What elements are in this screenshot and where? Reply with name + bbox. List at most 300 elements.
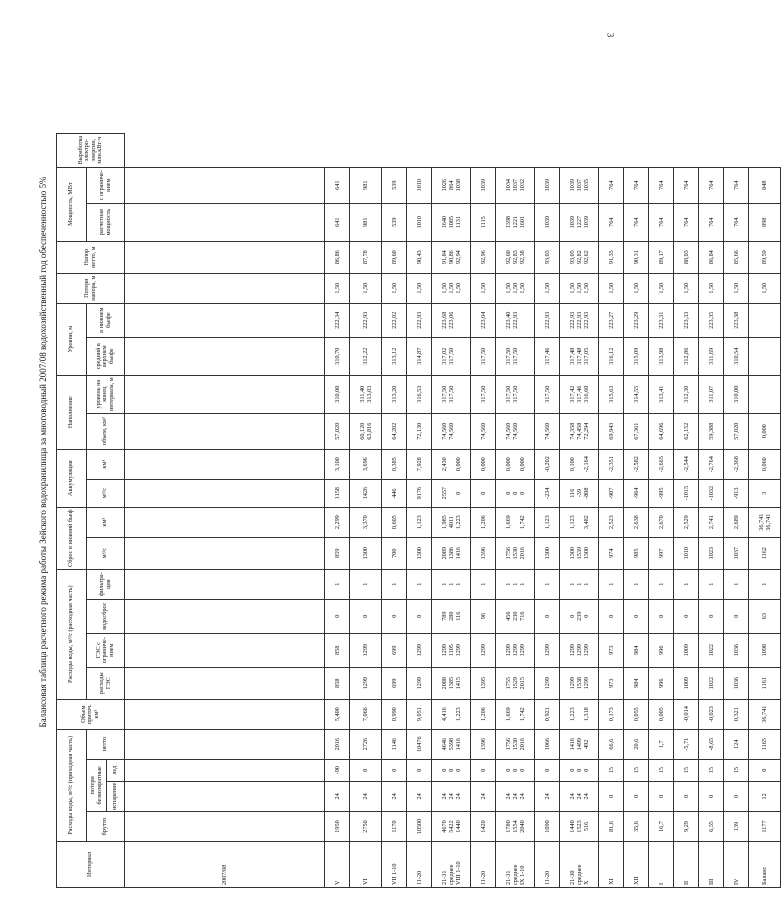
value-line: 1038: [454, 178, 462, 192]
value-line: 222,93: [511, 311, 519, 329]
value-cell: [749, 667, 781, 699]
header-upper-pool: средний в верхнем бьефе: [87, 337, 125, 375]
interval-line: 11-20: [415, 870, 423, 885]
value-line: 91,35: [607, 250, 615, 265]
value-line: -2,351: [607, 456, 615, 473]
value-line: 716: [518, 611, 526, 621]
value-line: 1,206: [479, 515, 487, 530]
value-line: 92,38: [518, 250, 526, 265]
value-line: -2,164: [582, 456, 590, 473]
value-line: 1036: [732, 676, 740, 690]
value-cell: [432, 337, 471, 375]
value-line: 317,50: [447, 385, 455, 403]
value-cell: [699, 599, 724, 633]
value-cell: [325, 413, 350, 449]
value-cell: [535, 699, 560, 729]
value-line: 1165: [761, 738, 768, 751]
interval-line: VIII 1-10: [454, 861, 462, 885]
value-cell: [350, 241, 382, 273]
value-cell: [350, 273, 382, 303]
value-cell: [699, 537, 724, 569]
value-line: 641: [333, 217, 341, 227]
value-cell: [407, 273, 432, 303]
value-line: 539: [390, 217, 398, 227]
value-cell: [471, 537, 496, 569]
value-cell: [496, 699, 535, 729]
value-cell: [325, 241, 350, 273]
table-row: [350, 133, 382, 887]
value-cell: [325, 337, 350, 375]
value-line: 1756: [504, 737, 512, 751]
value-cell: [649, 729, 674, 759]
value-cell: [599, 781, 624, 811]
value-line: 1299: [454, 643, 462, 657]
value-cell: [724, 449, 749, 479]
value-line: [211, 813, 218, 840]
value-line: 15: [632, 767, 640, 774]
value-line: 222,93: [575, 311, 583, 329]
value-line: 24: [440, 793, 448, 800]
header-spillway: водосброс: [87, 599, 125, 633]
value-line: 0: [543, 768, 551, 772]
value-line: 316,53: [415, 385, 423, 403]
value-line: 139: [732, 821, 740, 832]
value-cell: [325, 781, 350, 811]
value-line: 1: [582, 582, 590, 586]
value-line: 24: [447, 793, 455, 800]
value-cell: [599, 273, 624, 303]
value-line: 96: [479, 613, 487, 620]
value-line: 1,50: [518, 282, 526, 294]
value-cell: [535, 599, 560, 633]
value-cell: [599, 413, 624, 449]
value-cell: [125, 413, 325, 449]
value-cell: [125, 699, 325, 729]
value-cell: [674, 537, 699, 569]
value-line: 2016: [518, 737, 526, 751]
table-row: [496, 133, 535, 887]
value-line: 317,50: [504, 347, 512, 365]
value-line: 310,00: [732, 385, 740, 403]
value-cell: [125, 203, 325, 241]
interval-line: 21-31: [440, 870, 448, 885]
value-line: 74,560: [504, 422, 512, 440]
value-cell: [599, 507, 624, 537]
value-cell: [560, 729, 599, 759]
value-line: 15: [707, 767, 715, 774]
value-line: 0,000: [761, 424, 768, 439]
value-line: 15: [682, 767, 690, 774]
value-line: 0: [333, 614, 341, 618]
value-cell: [350, 479, 382, 507]
value-cell: [350, 375, 382, 413]
value-line: 24: [568, 793, 576, 800]
value-line: [246, 813, 253, 840]
value-line: 764: [732, 180, 740, 190]
value-line: 74,560: [479, 422, 487, 440]
interval-line: I: [657, 882, 665, 885]
value-cell: [382, 479, 407, 507]
value-line: 3,482: [582, 515, 590, 530]
value-cell: [125, 449, 325, 479]
value-cell: [560, 569, 599, 599]
value-cell: [432, 781, 471, 811]
value-cell: [674, 273, 699, 303]
value-cell: [471, 759, 496, 781]
value-line: 36,741: [757, 513, 765, 531]
value-line: 1640: [440, 215, 448, 229]
value-line: 1950: [333, 820, 341, 833]
value-cell: [350, 203, 382, 241]
value-line: -8,65: [707, 737, 715, 751]
interval-cell: [125, 842, 325, 888]
value-line: [253, 813, 260, 840]
value-line: 0: [454, 768, 462, 772]
value-cell: [496, 303, 535, 337]
value-cell: [624, 273, 649, 303]
value-line: 64,696: [657, 422, 665, 440]
value-line: 0: [657, 794, 665, 798]
value-cell: [560, 633, 599, 667]
value-cell: [674, 375, 699, 413]
value-line: 0: [518, 491, 526, 495]
value-cell: [382, 699, 407, 729]
value-cell: [699, 449, 724, 479]
value-line: 1177: [761, 820, 768, 833]
value-cell: [749, 303, 781, 337]
value-line: 2750: [362, 820, 369, 833]
value-cell: [749, 479, 781, 507]
value-line: 1530: [511, 737, 519, 751]
value-cell: [350, 167, 382, 203]
value-line: 1039: [543, 215, 551, 229]
value-cell: [325, 273, 350, 303]
value-line: 3,696: [362, 457, 369, 472]
value-line: 1009: [682, 643, 690, 657]
value-line: 4,416: [440, 707, 448, 722]
value-cell: [560, 337, 599, 375]
value-line: 3,100: [333, 457, 341, 472]
value-line: 0: [479, 768, 487, 772]
value-cell: [749, 337, 781, 375]
value-cell: [599, 167, 624, 203]
value-line: 89,17: [657, 250, 665, 265]
value-line: 516: [582, 821, 590, 832]
value-cell: [125, 273, 325, 303]
value-line: 314,87: [415, 347, 423, 365]
value-line: 20,6: [632, 738, 640, 750]
value-line: 1039: [568, 215, 576, 229]
value-cell: [560, 599, 599, 633]
value-line: [134, 813, 141, 840]
value-line: 1,123: [415, 515, 423, 530]
value-cell: [496, 633, 535, 667]
value-line: 0: [707, 614, 715, 618]
value-line: 1: [682, 582, 690, 586]
value-line: 0: [504, 768, 512, 772]
rotated-content: [34, 12, 772, 892]
value-cell: [432, 449, 471, 479]
value-cell: [325, 303, 350, 337]
value-cell: [674, 203, 699, 241]
value-cell: [325, 729, 350, 759]
value-line: [512, 451, 519, 478]
value-line: 24: [504, 793, 512, 800]
value-cell: [496, 812, 535, 842]
value-cell: [471, 449, 496, 479]
value-line: 1299: [568, 676, 576, 690]
value-cell: [432, 241, 471, 273]
value-cell: [382, 203, 407, 241]
value-cell: [350, 537, 382, 569]
value-cell: [496, 569, 535, 599]
value-cell: [649, 633, 674, 667]
value-line: 5,400: [333, 707, 341, 722]
value-line: 1,7: [657, 740, 665, 749]
value-cell: [624, 375, 649, 413]
value-line: 456: [504, 611, 512, 621]
value-cell: [350, 633, 382, 667]
value-line: 1039: [543, 178, 551, 192]
value-cell: [382, 167, 407, 203]
header-interval: Интервал: [57, 842, 125, 888]
value-cell: [749, 449, 781, 479]
value-line: -39: [575, 489, 583, 498]
value-line: 6,35: [707, 821, 715, 832]
value-line: 1022: [707, 676, 715, 690]
value-line: 0: [632, 614, 640, 618]
value-cell: [674, 167, 699, 203]
value-cell: [724, 337, 749, 375]
value-cell: [649, 599, 674, 633]
value-line: 0: [682, 614, 690, 618]
value-cell: [382, 413, 407, 449]
value-cell: [496, 337, 535, 375]
value-line: 90,31: [632, 250, 640, 265]
value-cell: [325, 699, 350, 729]
value-line: 764: [707, 180, 715, 190]
value-line: 2,523: [607, 515, 615, 530]
value-line: 1,50: [504, 282, 512, 294]
value-cell: [407, 479, 432, 507]
value-line: -0,202: [543, 456, 551, 473]
value-cell: [649, 759, 674, 781]
interval-cell: [496, 842, 535, 888]
value-line: 2040: [518, 820, 526, 833]
value-line: 1010: [415, 178, 423, 192]
value-line: 310,00: [333, 385, 341, 403]
value-line: 1529: [511, 676, 519, 690]
value-line: 1: [518, 582, 526, 586]
value-line: 1299: [479, 643, 487, 657]
value-line: 24: [415, 793, 423, 800]
interval-cell: [432, 842, 471, 888]
value-line: 92,94: [454, 250, 462, 265]
value-line: 223,40: [504, 311, 512, 329]
value-cell: [535, 759, 560, 781]
value-cell: [125, 303, 325, 337]
value-cell: [599, 633, 624, 667]
value-line: 764: [732, 217, 740, 227]
header-fill-volume: объем, км³: [87, 413, 125, 449]
value-line: 1299: [518, 643, 526, 657]
value-cell: [432, 507, 471, 537]
value-cell: [471, 633, 496, 667]
value-cell: [382, 303, 407, 337]
value-cell: [749, 375, 781, 413]
value-cell: [382, 273, 407, 303]
value-line: 1158: [333, 487, 341, 500]
table-row: [535, 133, 560, 887]
value-line: 699: [390, 678, 398, 688]
value-line: 1416: [454, 546, 462, 560]
value-line: -808: [582, 487, 590, 499]
value-line: 9,29: [682, 821, 690, 832]
balance-table-wrapper: [56, 133, 781, 888]
value-line: 313,20: [390, 385, 398, 403]
value-line: 1,50: [732, 282, 740, 294]
value-cell: [624, 303, 649, 337]
value-line: [309, 813, 316, 840]
value-line: 223,38: [732, 311, 740, 329]
value-line: 92,83: [511, 250, 519, 265]
value-cell: [560, 812, 599, 842]
value-line: [519, 305, 526, 336]
value-cell: [496, 375, 535, 413]
value-line: 59,388: [707, 422, 715, 440]
value-cell: [724, 633, 749, 667]
value-cell: [407, 303, 432, 337]
value-cell: [674, 729, 699, 759]
value-cell: [724, 273, 749, 303]
interval-cell: [649, 842, 674, 888]
value-line: 87,78: [362, 250, 369, 265]
value-line: 239: [575, 611, 583, 621]
value-line: [155, 813, 162, 840]
value-cell: [724, 479, 749, 507]
header-discharge-m3s: м³/с: [87, 537, 125, 569]
header-volume: Объем приточ. км³: [57, 699, 125, 729]
interval-cell: [624, 842, 649, 888]
value-line: 2,741: [707, 515, 715, 530]
value-line: 10476: [415, 736, 423, 752]
value-line: -913: [732, 487, 740, 499]
value-line: 1115: [479, 216, 487, 229]
value-line: 89,59: [761, 250, 768, 265]
value-line: 700: [390, 548, 398, 558]
value-line: 981: [362, 217, 369, 227]
value-line: 1,50: [333, 282, 341, 294]
value-line: [761, 377, 768, 412]
value-cell: [350, 337, 382, 375]
value-line: -5,71: [682, 737, 690, 751]
value-cell: [560, 759, 599, 781]
value-cell: [749, 759, 781, 781]
value-line: [576, 451, 583, 478]
value-cell: [407, 241, 432, 273]
value-cell: [432, 303, 471, 337]
value-line: [576, 509, 583, 536]
value-cell: [649, 241, 674, 273]
value-line: 223,27: [607, 311, 615, 329]
value-line: 1,50: [575, 282, 583, 294]
value-line: 223,29: [632, 311, 640, 329]
table-row: [674, 133, 699, 887]
value-line: 15: [607, 767, 615, 774]
value-cell: [674, 599, 699, 633]
value-line: -1032: [707, 485, 715, 501]
value-line: 1: [732, 582, 740, 586]
value-line: 1: [390, 582, 398, 586]
value-line: -2,582: [632, 456, 640, 473]
value-line: 313,12: [390, 347, 398, 365]
value-line: 72,294: [582, 422, 590, 440]
value-line: 4011: [447, 516, 455, 529]
value-cell: [749, 167, 781, 203]
value-cell: [749, 273, 781, 303]
value-cell: [407, 699, 432, 729]
interval-line: 11-20: [479, 870, 487, 885]
value-line: 0,060: [761, 457, 768, 472]
interval-line: IX 1-10: [518, 865, 526, 885]
value-cell: [125, 337, 325, 375]
value-cell: [649, 203, 674, 241]
interval-line: III: [707, 878, 715, 885]
value-cell: [699, 375, 724, 413]
header-net: нетто: [87, 729, 125, 759]
value-cell: [724, 537, 749, 569]
value-cell: [407, 781, 432, 811]
value-cell: [350, 781, 382, 811]
value-cell: [350, 812, 382, 842]
value-cell: [432, 569, 471, 599]
interval-line: 21-31: [504, 870, 512, 885]
value-cell: [560, 537, 599, 569]
value-line: 222,93: [568, 311, 576, 329]
value-line: 1,669: [504, 515, 512, 530]
value-line: 90,43: [415, 250, 423, 265]
value-cell: [649, 781, 674, 811]
value-cell: [699, 759, 724, 781]
value-cell: [407, 337, 432, 375]
value-cell: [535, 781, 560, 811]
value-line: -2,665: [657, 456, 665, 473]
value-line: 1416: [568, 737, 576, 751]
interval-cell: [749, 842, 781, 888]
value-line: 1098: [761, 643, 768, 657]
interval-line: VII 1-10: [390, 863, 398, 885]
table-row: [471, 133, 496, 887]
value-cell: [535, 667, 560, 699]
value-cell: [471, 479, 496, 507]
value-line: 764: [632, 217, 640, 227]
value-line: 1: [657, 582, 665, 586]
value-cell: [350, 667, 382, 699]
value-cell: [560, 375, 599, 413]
value-cell: [624, 781, 649, 811]
value-cell: [535, 273, 560, 303]
value-cell: [432, 699, 471, 729]
value-cell: [407, 599, 432, 633]
value-line: 764: [607, 180, 615, 190]
value-line: 984: [632, 678, 640, 688]
value-line: 1227: [575, 215, 583, 229]
value-line: 74,358: [568, 422, 576, 440]
value-cell: [674, 449, 699, 479]
value-line: 1010: [682, 546, 690, 560]
value-cell: [649, 569, 674, 599]
value-line: 223,31: [657, 311, 665, 329]
